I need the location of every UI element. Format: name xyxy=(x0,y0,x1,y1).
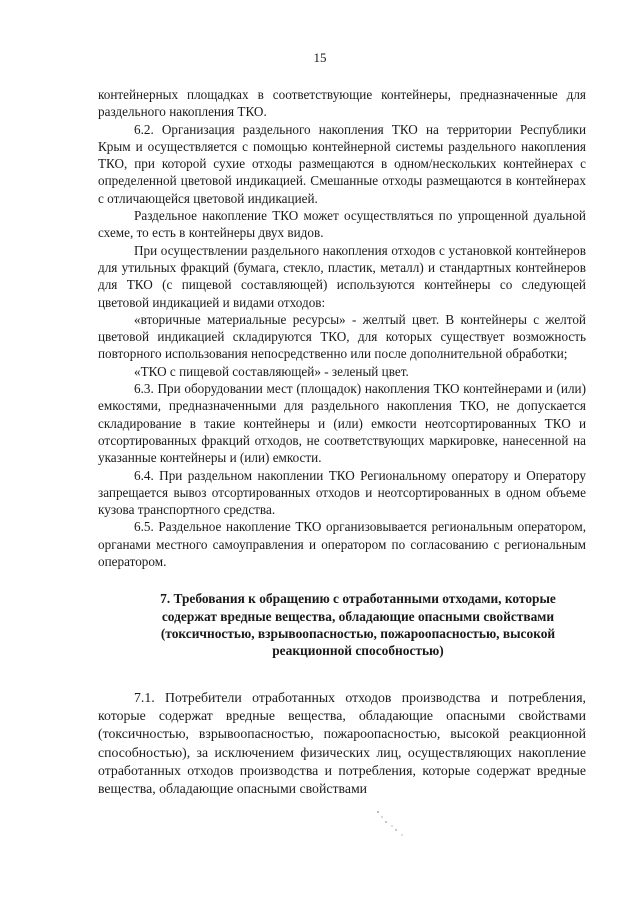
paragraph-continuation: контейнерных площадках в соответствующие контейнеры, предназначенные для раздельного накопления ТКО. xyxy=(98,87,586,120)
paragraph-7-1: 7.1. Потребители отработанных отходов производства и потребления, которые содержат вредные вещества, обладающие опасными свойствами (токсичностью, взрывоопасностью, пожароопасностью, высокой реакционной способностью), за исключением физических лиц, осуществляющих накопление отработанных отходов производства и потребления, которые содержат вредные вещества, обладающие опасными свойствами xyxy=(98,690,586,797)
paragraph-yellow-containers: «вторичные материальные ресурсы» - желтый цвет. В контейнеры с желтой цветовой индикацией складируются ТКО, для которых существует возможность повторного использования непосредственно или после дополнительной обработки; xyxy=(98,311,586,362)
page-number: 15 xyxy=(313,50,327,65)
section-7-heading: 7. Требования к обращению с отработанными отходами, которые содержат вредные вещества, обладающие опасными свойствами (токсичностью, взрывоопасностью, пожароопасностью, высокой реакционной способностью) xyxy=(160,591,556,659)
paragraph-dual-scheme: Раздельное накопление ТКО может осуществляться по упрощенной дуальной схеме, то есть в контейнеры двух видов. xyxy=(98,208,586,241)
section-7-body xyxy=(98,689,586,798)
paragraph-container-types: При осуществлении раздельного накопления отходов с установкой контейнеров для утильных фракций (бумага, стекло, пластик, металл) и стандартных контейнеров для ТКО (с пищевой составляющей) используются контейнеры со следующей цветовой индикацией и видами отходов: xyxy=(98,242,586,310)
paragraph-6-3: 6.3. При оборудовании мест (площадок) накопления ТКО контейнерами и (или) емкостями, предназначенными для раздельного накопления ТКО, не допускается складирование в такие контейнеры и (или) емкости неотсортированных ТКО и отсортированных фракций отходов, не соответствующих маркировке, нанесенной на указанные контейнеры и (или) емкости. xyxy=(98,381,586,466)
paragraph-6-4: 6.4. При раздельном накоплении ТКО Региональному оператору и Оператору запрещается вывоз отсортированных отходов и неотсортированных в одном объеме кузова транспортного средства. xyxy=(98,467,586,518)
scan-speck-marks xyxy=(372,808,412,838)
paragraph-green-containers: «ТКО с пищевой составляющей» - зеленый цвет. xyxy=(134,363,409,379)
body-text xyxy=(98,86,586,678)
paragraph-6-2: 6.2. Организация раздельного накопления ТКО на территории Республики Крым и осуществляется с помощью контейнерной системы раздельного накопления ТКО, при которой сухие отходы размещаются в одном/нескольких контейнерах с определенной цветовой индикацией. Смешанные отходы размещаются в контейнерах с отличающейся цветовой индикацией. xyxy=(98,121,586,206)
paragraph-6-5: 6.5. Раздельное накопление ТКО организовывается региональным оператором, органами местного самоуправления и оператором по согласованию с региональным оператором. xyxy=(98,519,586,570)
